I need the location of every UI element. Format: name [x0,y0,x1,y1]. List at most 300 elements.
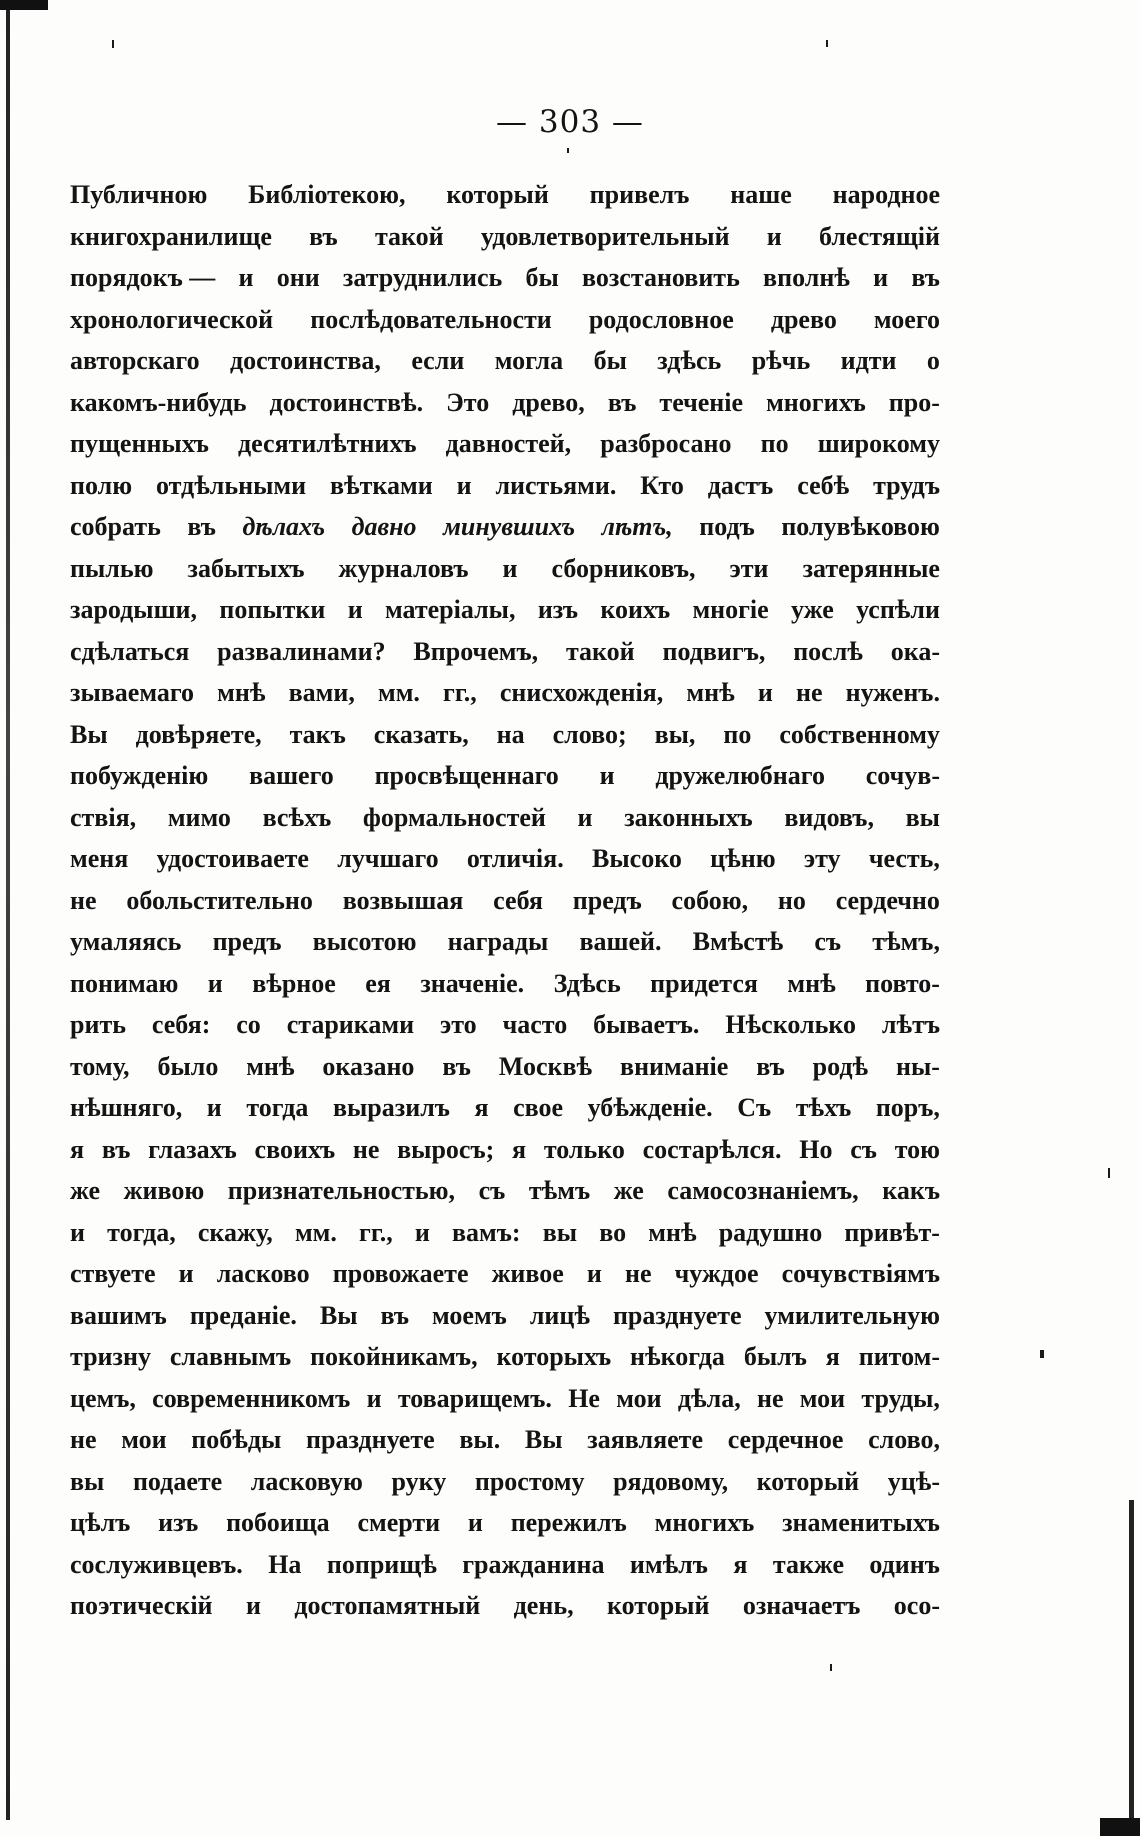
text-line [70,969,940,1011]
word: отличія. [466,844,564,873]
word: вы. [459,1425,501,1454]
word: убѣжденіе. [587,1093,713,1122]
word: въ [442,1051,471,1081]
word: удовлетворительный [480,221,730,251]
word: Но [799,1134,833,1164]
word: идти [840,346,897,375]
word: послѣ [793,636,863,666]
scan-speck [1108,1168,1110,1178]
word: мм. [294,1217,337,1247]
word: побужденію [70,761,209,790]
word: тогда, [107,1217,176,1247]
word: трудъ [873,470,940,500]
word: тѣмъ, [872,927,940,956]
word: вашей. [579,927,662,956]
text-line [70,222,940,264]
word: уже [791,595,834,624]
word: на [496,719,525,749]
word: удостоиваете [156,844,309,873]
word: развалинами? [217,636,386,666]
word: полувѣковою [781,512,940,541]
word: собою, [671,885,749,915]
text-line [70,1176,940,1218]
word: простому [474,1466,585,1496]
word: и [206,1093,222,1122]
word: древо [770,304,837,334]
word: лицѣ [529,1300,590,1330]
word: довѣряете, [135,719,262,749]
word: свое [513,1093,564,1122]
word: коихъ [600,595,671,624]
word: состарѣлся. [642,1134,782,1164]
text-line [70,1052,940,1094]
word: Нѣсколько [725,1010,856,1039]
word: и [238,263,254,292]
scan-corner-mark-bottom [1100,1818,1140,1836]
word: съ [478,1176,506,1205]
word: листьями. [495,470,617,500]
text-line [70,637,940,679]
text-line [70,180,940,222]
word: и [70,1217,85,1247]
word: привелъ [589,180,690,209]
word: изъ [158,1508,199,1537]
word: тому, [70,1051,130,1081]
word: осо- [893,1591,940,1620]
word: сдѣлаться [70,636,190,666]
text-line [70,263,940,305]
word: и [347,595,363,624]
word: которыхъ [496,1342,612,1371]
word: не [625,1259,652,1288]
word: руку [391,1466,447,1496]
word: если [411,346,465,375]
word: преданіе. [189,1300,297,1330]
word: возстановить [582,263,740,292]
word: бываетъ. [593,1010,700,1039]
word: тогда [246,1093,309,1122]
word: со [236,1010,261,1039]
word: оказано [322,1051,415,1081]
word: давно [351,512,417,541]
word: не [795,678,823,707]
word: и [456,470,472,500]
word: не [756,1383,784,1413]
word: въ [607,387,637,417]
word: въ [309,221,338,251]
word: порядокъ — [70,263,216,292]
text-line [70,1384,940,1426]
word: вы [542,1217,578,1247]
text-line [70,844,940,886]
text-line [70,1508,940,1550]
word: широкому [817,429,940,458]
word: и [366,1383,382,1413]
word: Вы [524,1425,563,1454]
word: вы, [654,719,696,749]
text-line [70,1259,940,1301]
word: слово, [868,1425,940,1454]
word: Высоко [592,844,682,873]
word: во [599,1217,627,1247]
word: лучшаго [337,844,439,873]
word: умилительную [764,1300,940,1330]
word: родословное [588,304,734,334]
word: минувшихъ [443,512,576,541]
word: заявляете [587,1425,703,1454]
word: попытки [219,595,326,624]
word: авторскаго [70,346,200,375]
scan-corner-mark [0,0,48,10]
text-line [70,720,940,762]
word: выразилъ [332,1093,450,1122]
word: также [772,1549,844,1579]
word: современникомъ [152,1383,351,1413]
word: же [70,1176,101,1205]
word: дѣлахъ [242,512,326,541]
word: эту [803,844,841,873]
text-line [70,305,940,347]
word: въ [911,263,940,292]
word: по [760,429,789,458]
word: поприщѣ [326,1549,437,1579]
word: гг., [443,678,477,707]
word: празднуете [612,1300,742,1330]
word: Вы [319,1300,358,1330]
word: который [606,1591,710,1620]
word: журналовъ [338,553,469,583]
word: сочувствіямъ [781,1259,940,1288]
word: забытыхъ [187,553,305,583]
word: чуждое [674,1259,759,1288]
word: Вмѣстѣ [692,927,784,956]
word: мнѣ [217,678,266,707]
word: книгохранилище [70,221,272,251]
word: затерянные [802,553,940,583]
word: мнѣ [246,1051,295,1081]
word: какомъ-нибудь [70,387,247,417]
word: достопамятный [294,1591,481,1620]
word: ея [365,968,391,998]
word: товарищемъ. [397,1383,552,1413]
word: который [446,180,549,209]
word: имѣлъ [629,1549,708,1579]
word: На [268,1549,302,1579]
word: дѣла, [677,1383,741,1413]
word: я [512,1134,527,1164]
word: не [70,885,97,915]
word: ствуете [70,1259,156,1288]
word: древо, [512,387,585,417]
word: придется [650,968,758,998]
word: Кто [640,470,684,500]
word: мои [616,1383,662,1413]
word: матеріалы, [385,595,516,624]
word: сердечно [835,885,940,915]
word: побѣды [191,1425,282,1454]
word: съ [850,1134,877,1164]
text-line [70,1301,940,1343]
word: и [757,678,773,707]
text-line [70,1010,940,1052]
word: такой [374,221,444,251]
scan-speck [567,148,569,153]
word: Публичною [70,180,208,209]
word: и [577,802,593,832]
word: вполнѣ [763,263,850,292]
word: пылью [70,553,154,583]
word: давностей, [445,429,572,458]
word: сослуживцевъ. [70,1549,243,1579]
word: видовъ, [784,802,874,832]
word: ствія, [70,802,137,832]
text-line [70,927,940,969]
word: снисхожденія, [499,678,664,707]
text-line [70,803,940,845]
word: эти [729,553,769,583]
word: умаляясь [70,927,182,956]
word: Съ [737,1093,772,1122]
word: не [352,1134,380,1164]
word: затруднились [342,263,503,292]
page-number: — 303 — [496,104,644,140]
word: цѣню [710,844,776,873]
word: предъ [572,885,642,915]
word: вы [70,1466,105,1496]
word: я [474,1093,489,1122]
word: въ [756,1051,785,1081]
word: въ [380,1300,410,1330]
word: моего [873,304,940,334]
word: живою [123,1176,205,1205]
word: достоинствѣ. [269,387,424,417]
word: и [502,553,518,583]
word: подаете [132,1466,223,1496]
word: здѣсь [657,346,722,375]
word: скажу, [197,1217,273,1247]
word: означаетъ [742,1591,861,1620]
word: живое [491,1259,564,1288]
word: дастъ [707,470,774,500]
word: хронологической [70,304,274,334]
word: это [439,1010,477,1039]
word: успѣли [856,595,940,624]
word: поэтическій [70,1591,213,1620]
text-line [70,678,940,720]
word: Здѣсь [553,968,621,998]
word: изъ [537,595,578,624]
word: вы [905,802,940,832]
word: сочув- [865,761,940,790]
text-line [70,1093,940,1135]
word: лѣтъ [881,1010,940,1039]
word: мнѣ [648,1217,697,1247]
word: и [207,968,223,998]
word: и [467,1508,483,1537]
word: побоища [226,1508,330,1537]
word: и [178,1259,194,1288]
word: знаменитыхъ [782,1508,940,1537]
word: и [873,263,889,292]
word: народное [832,180,940,209]
word: ока- [890,636,940,666]
word: вѣтками [330,470,433,500]
text-line [70,1342,940,1384]
word: питом- [858,1342,940,1371]
word: смерти [357,1508,441,1537]
text-line [70,1425,940,1467]
text-line [70,761,940,803]
word: бы [593,346,627,375]
word: дружелюбнаго [655,761,825,790]
word: повто- [865,968,940,998]
word: празднуете [306,1425,435,1454]
word: бы [525,263,559,292]
word: мои [799,1383,846,1413]
word: собственному [779,719,940,749]
text-line [70,388,940,430]
text-line [70,429,940,471]
word: значеніе. [420,968,525,998]
word: мои [121,1425,167,1454]
scan-speck [112,40,114,48]
word: ласково [216,1259,310,1288]
word: рить [70,1010,126,1039]
word: вамъ: [452,1217,521,1247]
word: труды, [861,1383,940,1413]
word: вашего [249,761,334,790]
word: своихъ [254,1134,336,1164]
word: мнѣ [686,678,735,707]
word: привѣт- [844,1217,940,1247]
word: награды [447,927,549,956]
word: я [70,1134,85,1164]
word: цѣлъ [70,1508,131,1537]
word: отдѣльными [155,470,307,500]
word: многіе [692,595,769,624]
text-line [70,512,940,554]
word: меня [70,844,129,873]
word: теченіе [659,387,744,417]
word: который [756,1466,860,1496]
body-text [70,180,940,1633]
word: сборниковъ, [551,553,696,583]
text-line [70,1591,940,1633]
word: я [825,1342,840,1371]
word: они [276,263,320,292]
word: уцѣ- [887,1466,940,1496]
word: разбросано [600,429,732,458]
word: зародыши, [70,595,198,624]
word: понимаю [70,968,179,998]
word: но [777,885,806,915]
word: радушно [718,1217,823,1247]
word: нѣшняго, [70,1093,183,1122]
text-line [70,346,940,388]
text-line [70,1550,940,1592]
word: блестящій [818,221,940,251]
word: стариками [286,1010,415,1039]
word: съ [814,927,842,956]
word: многихъ [654,1508,755,1537]
word: себя [493,885,543,915]
word: наше [730,180,792,209]
word: предъ [212,927,282,956]
word: про- [888,387,940,417]
word: возвышая [342,885,464,915]
word: славнымъ [169,1342,292,1371]
word: тѣхъ [795,1093,852,1122]
word: такой [565,636,635,666]
word: просвѣщеннаго [374,761,559,790]
word: гг., [359,1217,393,1247]
word: высотою [312,927,417,956]
word: многихъ [766,387,866,417]
word: провожаете [332,1259,469,1288]
word: вниманіе [620,1051,729,1081]
word: покойникамъ, [310,1342,478,1371]
text-line [70,886,940,928]
word: Вы [70,719,108,749]
word: же [613,1176,644,1205]
word: послѣдовательности [310,304,552,334]
word: подъ [699,512,755,541]
word: родѣ [812,1051,869,1081]
scan-speck [830,1664,832,1671]
word: въ [101,1134,131,1164]
word: моемъ [432,1300,507,1330]
word: полю [70,470,133,500]
word: законныхъ [624,802,753,832]
word: пущенныхъ [70,429,209,458]
word: формальностей [362,802,546,832]
word: вашимъ [70,1300,167,1330]
word: только [543,1134,625,1164]
scan-speck [1040,1350,1044,1358]
word: подвигъ, [662,636,766,666]
word: глазахъ [148,1134,237,1164]
text-line [70,554,940,596]
word: и [245,1591,261,1620]
text-line [70,1467,940,1509]
word: цемъ, [70,1383,136,1413]
word: о [926,346,940,375]
word: могла [494,346,564,375]
word: тою [894,1134,940,1164]
word: мм. [377,678,420,707]
word: ласковую [250,1466,363,1496]
word: и [599,761,615,790]
word: ны- [896,1051,940,1081]
word: въ [187,512,216,541]
word: рѣчь [751,346,811,375]
word: и [414,1217,430,1247]
scan-left-edge [6,10,10,1820]
word: нѣкогда [630,1342,725,1371]
word: нуженъ. [845,678,940,707]
word: Библіотекою, [248,180,406,209]
word: Впрочемъ, [413,636,539,666]
word: день, [513,1591,574,1620]
word: я [733,1549,748,1579]
word: сказать, [373,719,469,749]
word: какъ [882,1176,940,1205]
word: выросъ; [397,1134,495,1164]
word: и [766,221,782,251]
word: рядовому, [613,1466,729,1496]
word: десятилѣтнихъ [238,429,417,458]
word: Это [446,387,490,417]
